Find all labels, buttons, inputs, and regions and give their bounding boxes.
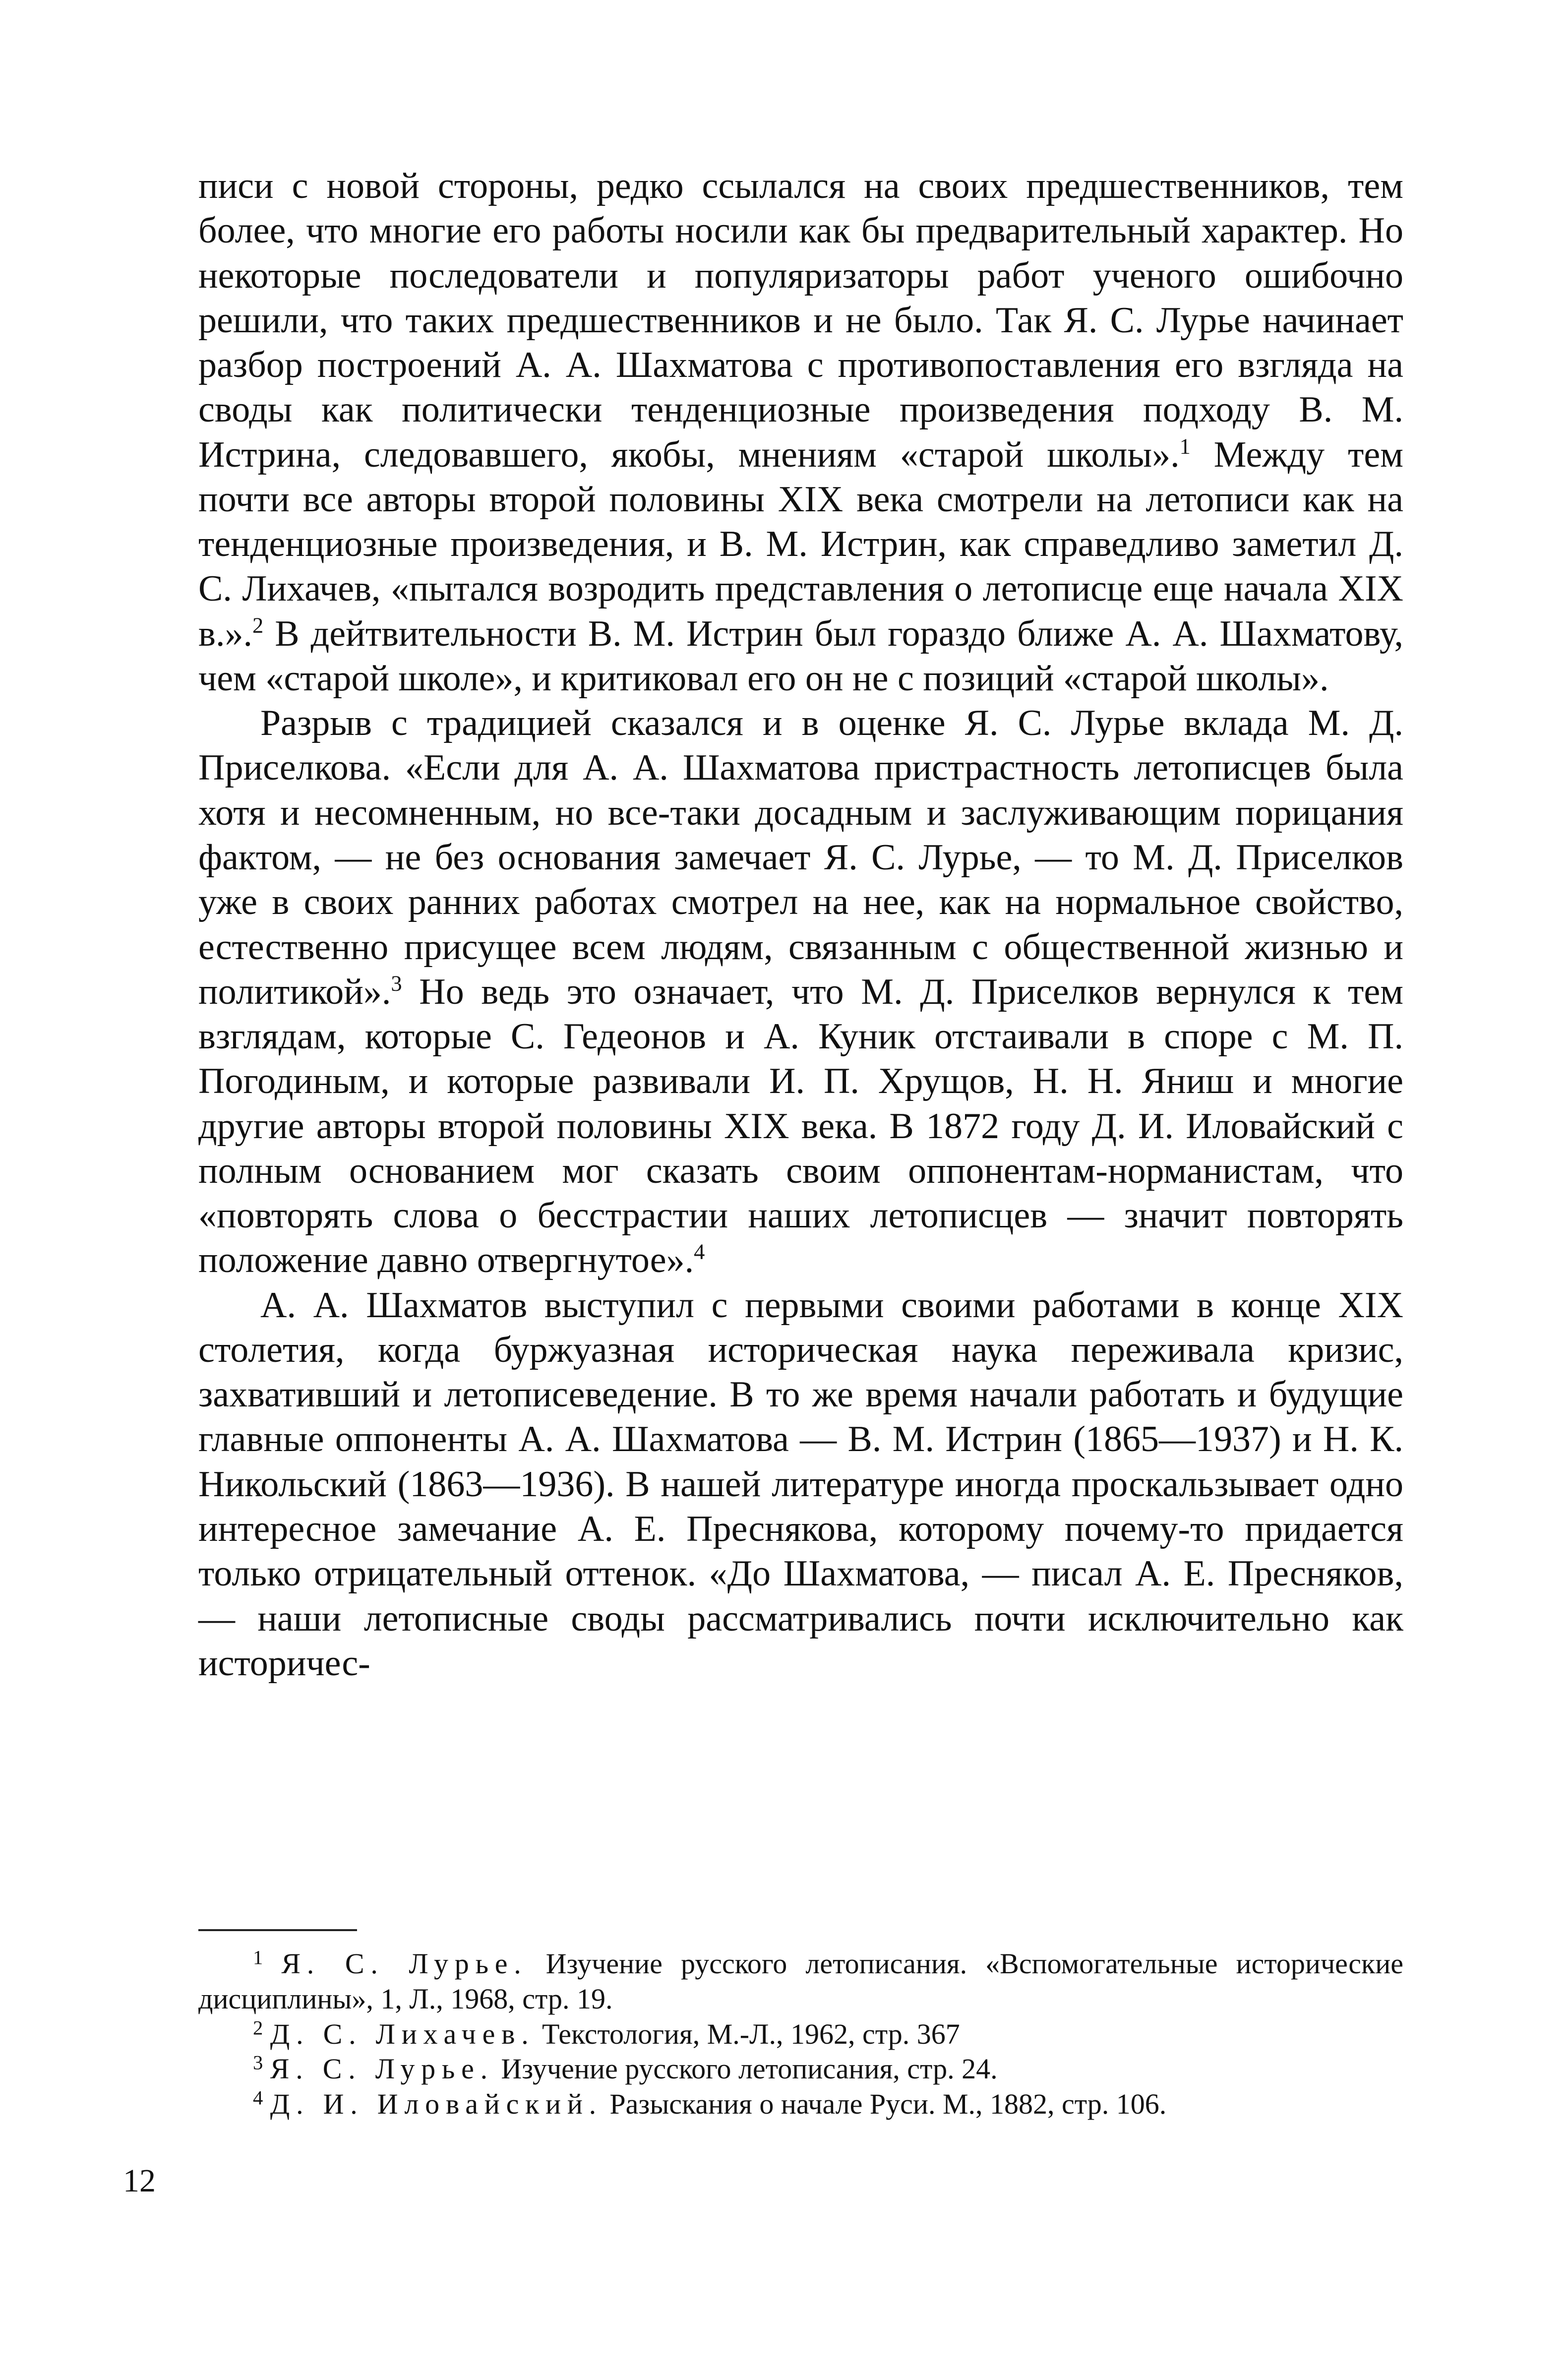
paragraph-3 [198, 1283, 1403, 1686]
footnote-ref-4[interactable]: 4 [694, 1239, 705, 1264]
footnote-1 [198, 1946, 1403, 2017]
paragraph-1 [198, 164, 1403, 701]
footnote-author: Д. И. Иловайский. [270, 2088, 603, 2120]
paragraph-2 [198, 701, 1403, 1282]
footnote-number: 2 [253, 2016, 263, 2039]
footnote-2 [198, 2017, 1403, 2052]
footnote-text: Разыскания о начале Руси. М., 1882, стр. 106. [602, 2088, 1167, 2120]
paragraph-2-part-1: Разрыв с традицией сказался и в оценке Я. С. Лурье вклада М. Д. Приселкова. «Если для А. А. Шахматова пристрастность летописцев была хотя и несомненным, но все-таки досадным и заслуживающим порицания фактом, — не без основания замечает Я. С. Лурье, — то М. Д. Приселков уже в своих ранних работах смотрел на нее, как на нормальное свойство, естественно присущее всем людям, связанным с общественной жизнью и политикой». [198, 703, 1403, 1012]
footnote-ref-1[interactable]: 1 [1179, 433, 1191, 458]
footnote-number: 3 [253, 2051, 263, 2074]
main-text [198, 164, 1403, 1686]
footnote-4 [198, 2087, 1403, 2122]
footnote-separator [198, 1929, 357, 1931]
footnote-text: Изучение русского летописания. «Вспомогательные исторические дисциплины», 1, Л., 1968, стр. 19. [198, 1947, 1404, 2015]
footnote-text: Изучение русского летописания, стр. 24. [493, 2053, 998, 2085]
paragraph-1-part-1: писи с новой стороны, редко ссылался на своих предшественников, тем более, что многие его работы носили как бы предварительный характер. Но некоторые последователи и популяризаторы работ ученого ошибочно решили, что таких предшественников и не было. Так Я. С. Лурье начинает разбор построений А. А. Шахматова с противопоставления его взгляда на своды как политически тенденциозные произведения подходу В. М. Истрина, следовавшего, якобы, мнениям «старой школы». [198, 166, 1403, 475]
footnote-ref-3[interactable]: 3 [391, 971, 402, 996]
paragraph-1-part-3: В дейтвительности В. М. Истрин был гораздо ближе А. А. Шахматову, чем «старой школе», и критиковал его он не с позиций «старой школы». [198, 613, 1403, 699]
footnote-number: 4 [253, 2086, 263, 2109]
footnote-text: Текстология, М.-Л., 1962, стр. 367 [535, 2017, 960, 2050]
footnotes [198, 1946, 1403, 2122]
paragraph-1-part-2: Между тем почти все авторы второй половины XIX века смотрели на летописи как на тенденциозные произведения, и В. М. Истрин, как справедливо заметил Д. С. Лихачев, «пытался возродить представления о летописце еще начала XIX в.». [198, 434, 1403, 654]
footnote-ref-2[interactable]: 2 [252, 612, 264, 638]
footnote-author: Я. С. Лурье. [281, 1947, 528, 1980]
footnote-number: 1 [253, 1946, 263, 1969]
footnote-author: Д. С. Лихачев. [270, 2017, 535, 2050]
paragraph-2-part-2: Но ведь это означает, что М. Д. Приселков вернулся к тем взглядам, которые С. Гедеонов и А. Куник отстаивали в споре с М. П. Погодиным, и которые развивали И. П. Хрущов, Н. Н. Яниш и многие другие авторы второй половины XIX века. В 1872 году Д. И. Иловайский с полным основанием мог сказать своим оппонентам-норманистам, что «повторять слова о бесстрастии наших летописцев — значит повторять положение давно отвергнутое». [198, 971, 1403, 1281]
page-number: 12 [123, 2163, 156, 2199]
footnote-3 [198, 2052, 1403, 2087]
paragraph-3-part-1: А. А. Шахматов выступил с первыми своими работами в конце XIX столетия, когда буржуазная историческая наука переживала кризис, захвативший и летописеведение. В то же время начали работать и будущие главные оппоненты А. А. Шахматова — В. М. Истрин (1865—1937) и Н. К. Никольский (1863—1936). В нашей литературе иногда проскальзывает одно интересное замечание А. Е. Преснякова, которому почему-то придается только отрицательный оттенок. «До Шахматова, — писал А. Е. Пресняков, — наши летописные своды рассматривались почти исключительно как историчес- [198, 1284, 1403, 1684]
footnote-author: Я. С. Лурье. [270, 2053, 494, 2085]
